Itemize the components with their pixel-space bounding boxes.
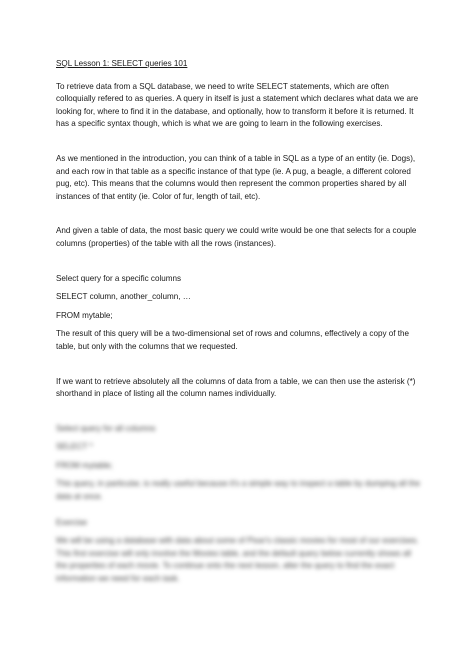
blurred-preview-section [56, 423, 422, 586]
document-title: SQL Lesson 1: SELECT queries 101 [56, 59, 188, 68]
blurred-note: This query, in particular, is really useful because it's a simple way to inspect a table by dumping all the data at once. [56, 479, 420, 502]
paragraph-result: The result of this query will be a two-dimensional set of rows and columns, effectively a copy of the table, but only with the columns that we requested. [56, 329, 409, 351]
blurred-exercise-heading: Exercise [56, 517, 88, 527]
code-select-line: SELECT column, another_column, … [56, 292, 191, 302]
document-page [56, 58, 422, 586]
blurred-from-line: FROM mytable; [56, 460, 113, 470]
blurred-exercise-text: We will be using a database with data about some of Pixar's classic movies for most of our exercises. This first exercise will only involve the Movies table, and the default query below currently shows all the properties of each movie. To continue onto the next lesson, alter the query to find the exact information we need for each task. [56, 536, 419, 584]
code-from-line: FROM mytable; [56, 310, 113, 320]
paragraph-intro: To retrieve data from a SQL database, we need to write SELECT statements, which are often colloquially refered to as queries. A query in itself is just a statement which declares what data we are looking for, where to find it in the database, and optionally, how to transform it before it is returned. It has a specific syntax though, which is what we are going to learn in the following exercises. [56, 81, 419, 129]
select-heading: Select query for a specific columns [56, 273, 182, 283]
paragraph-basic-query: And given a table of data, the most basic query we could write would be one that selects for a couple columns (properties) of the table with all the rows (instances). [56, 226, 417, 248]
paragraph-table-entity: As we mentioned in the introduction, you can think of a table in SQL as a type of an entity (ie. Dogs), and each row in that table as a specific instance of that type (ie. A pug, a beagle, a different colored pug, etc). This means that the columns would then represent the common properties shared by all instances of that entity (ie. Color of fur, length of tail, etc). [56, 153, 416, 201]
blurred-select-all: SELECT * [56, 442, 93, 452]
paragraph-asterisk: If we want to retrieve absolutely all the columns of data from a table, we can then use the asterisk (*) shorthand in place of listing all the column names individually. [56, 376, 416, 399]
blurred-heading: Select query for all columns [56, 423, 156, 433]
